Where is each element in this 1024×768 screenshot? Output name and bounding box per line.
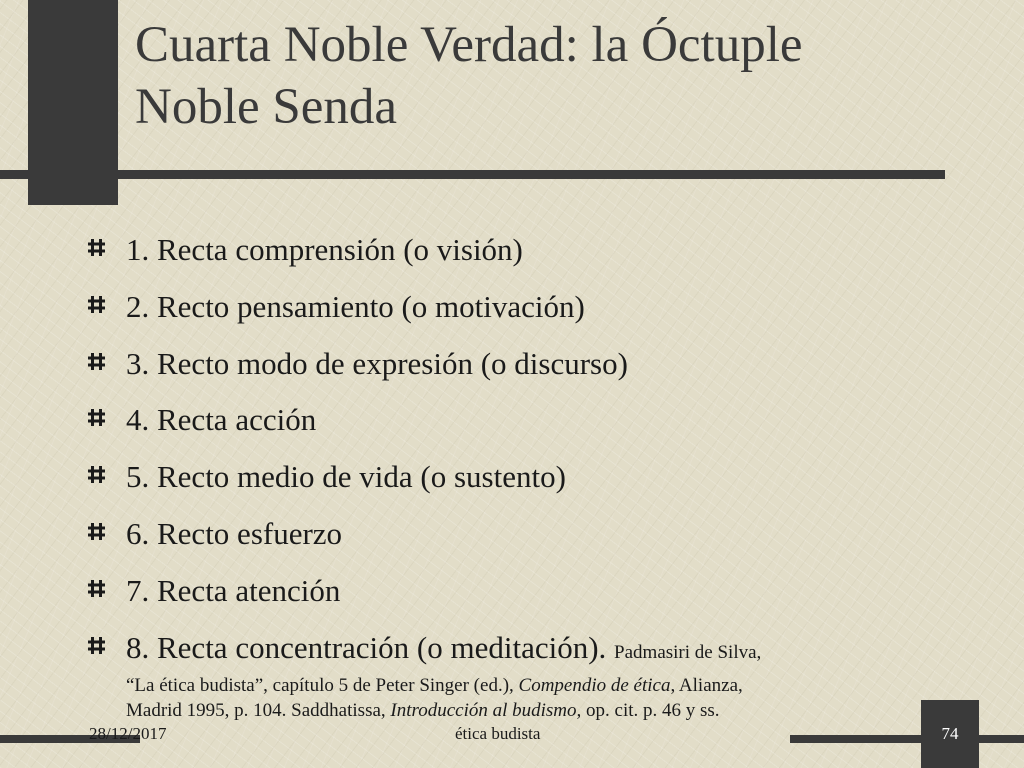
citation-author: Padmasiri de Silva, (614, 641, 762, 663)
citation-book-title: Introducción al budismo, (390, 700, 582, 722)
list-item (88, 336, 988, 393)
hash-square-bullet-icon (88, 296, 105, 313)
list-item-text: 7. Recta atención (126, 572, 341, 608)
list-item (88, 392, 988, 449)
list-item (88, 449, 988, 506)
hash-square-bullet-icon (88, 353, 105, 370)
hash-square-bullet-icon (88, 466, 105, 483)
list-item (88, 620, 988, 724)
list-item (88, 506, 988, 563)
octuple-path-list (88, 222, 988, 723)
citation-book-title: Compendio de ética (518, 675, 671, 697)
list-item-text: 5. Recto medio de vida (o sustento) (126, 459, 566, 495)
list-item-text: 2. Recto pensamiento (o motivación) (126, 288, 585, 324)
list-item (88, 279, 988, 336)
hash-square-bullet-icon (88, 580, 105, 597)
list-item (88, 563, 988, 620)
hash-square-bullet-icon (88, 409, 105, 426)
citation-text (126, 673, 988, 723)
list-item (88, 222, 988, 279)
citation-segment: , Alianza, (670, 675, 743, 697)
slide-title-line-2: Noble Senda (135, 79, 398, 135)
list-item-text: 6. Recto esfuerzo (126, 515, 343, 551)
footer-date: 28/12/2017 (89, 724, 167, 743)
slide-title (135, 14, 995, 138)
hash-square-bullet-icon (88, 637, 105, 654)
list-item-text: 4. Recta acción (126, 402, 317, 438)
citation-segment: Madrid 1995, p. 104. Saddhatissa, (126, 700, 391, 722)
list-item-text: 1. Recta comprensión (o visión) (126, 232, 523, 267)
hash-square-bullet-icon (88, 523, 105, 540)
footer-topic: ética budista (455, 724, 541, 743)
list-item-text: 8. Recta concentración (o meditación). (126, 629, 607, 665)
list-item-text: 3. Recto modo de expresión (o discurso) (126, 345, 628, 381)
citation-segment: op. cit. p. 46 y ss. (581, 700, 720, 722)
page-number: 74 (941, 724, 959, 743)
footer-rule-right (790, 735, 1024, 743)
title-divider-rule (0, 170, 945, 179)
hash-square-bullet-icon (88, 239, 105, 256)
citation-segment: “La ética budista”, capítulo 5 de Peter Singer (ed.), (126, 675, 519, 697)
slide-title-line-1: Cuarta Noble Verdad: la Óctuple (135, 17, 803, 73)
